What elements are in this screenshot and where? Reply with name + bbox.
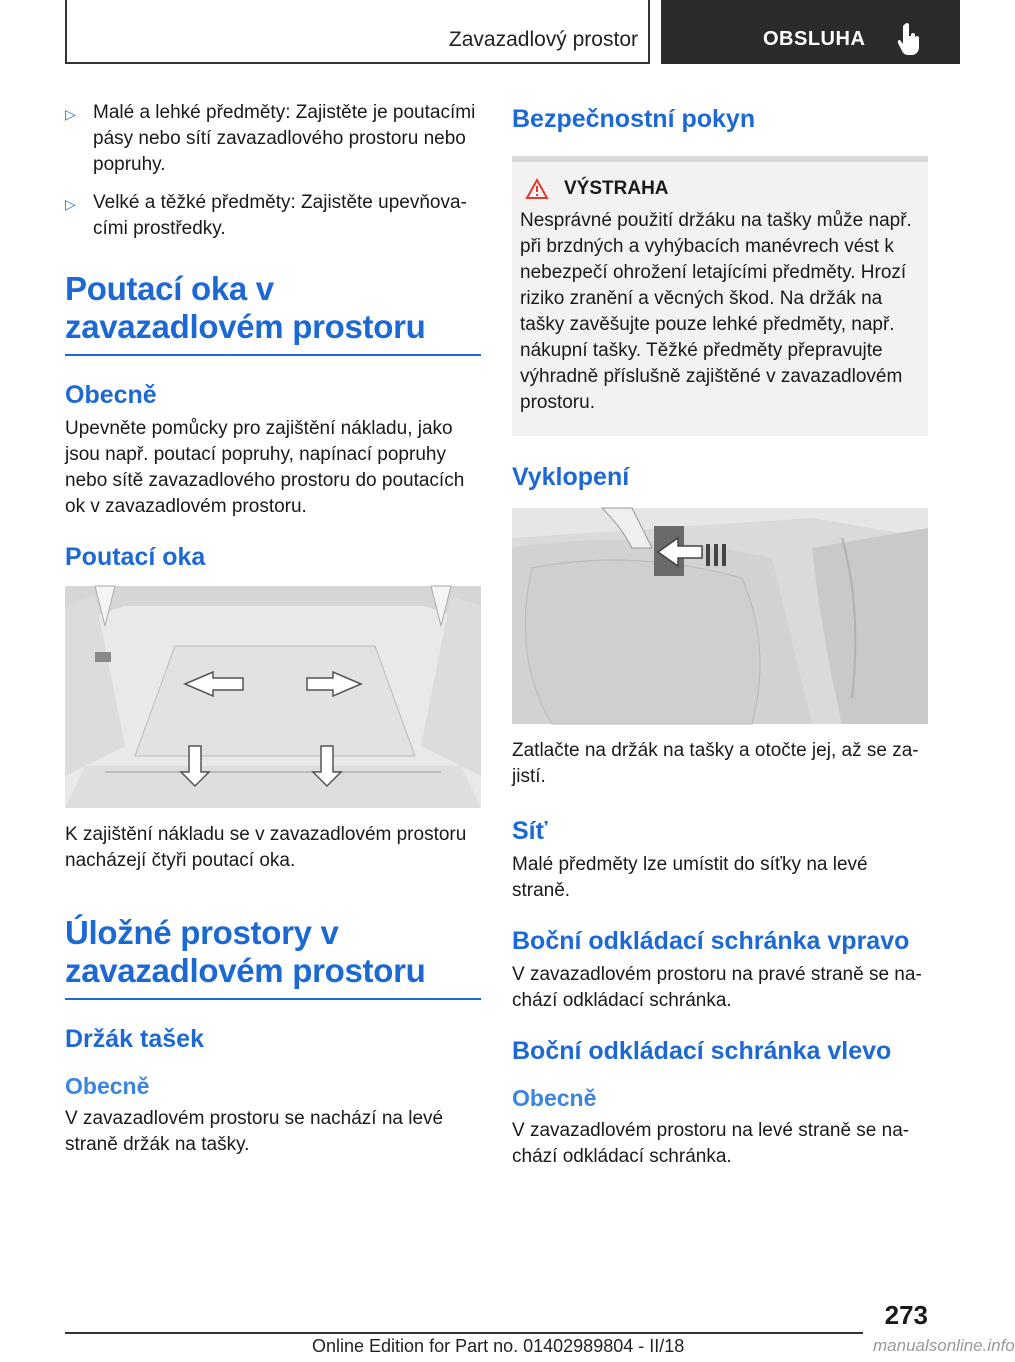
- heading-left-compartment: Boční odkládací schránka vlevo: [512, 1037, 892, 1065]
- heading-storage: Úložné prostory v zavazadlovém prostoru: [65, 914, 481, 1000]
- list-item: [65, 190, 481, 242]
- list-item: [65, 100, 481, 178]
- paragraph-left-compartment: V zavazadlovém prostoru na levé straně se na‐chází odkládací schránka.: [512, 1120, 910, 1167]
- paragraph-eyes: K zajištění nákladu se v zavazadlovém prostoru nacházejí čtyři poutací oka.: [65, 824, 467, 871]
- header-section-title: Zavazadlový prostor: [448, 28, 638, 51]
- page-number: 273: [884, 1300, 928, 1330]
- paragraph-general: Upevněte pomůcky pro zajištění nákladu, jako jsou např. poutací popruhy, napínací popruhy nebo sítě zavazadlového prostoru do poutacích ok v zavazadlovém prostoru.: [65, 418, 465, 517]
- heading-bag-holder: Držák tašek: [65, 1025, 204, 1053]
- right-column: [512, 100, 928, 1192]
- hand-pointer-icon: [897, 22, 921, 56]
- paragraph-right-compartment: V zavazadlovém prostoru na pravé straně se na‐chází odkládací schránka.: [512, 964, 922, 1011]
- heading-general: Obecně: [65, 1073, 150, 1099]
- warning-title-text: VÝSTRAHA: [564, 178, 669, 199]
- footer-edition: Online Edition for Part no. 01402989804 - II/18: [312, 1336, 685, 1356]
- heading-general: Obecně: [65, 381, 157, 409]
- paragraph-fold: Zatlačte na držák na tašky a otočte jej, až se za‐jistí.: [512, 740, 919, 787]
- paragraph-bag-holder: V zavazadlovém prostoru se nachází na levé straně držák na tašky.: [65, 1108, 444, 1155]
- heading-fold: Vyklopení: [512, 463, 630, 491]
- list-item-text: Malé a lehké předměty: Zajistěte je poutacími pásy nebo sítí zavazadlového prostoru nebo popruhy.: [93, 102, 476, 175]
- footer-rule: [65, 1332, 863, 1334]
- header-chapter-tab[interactable]: [661, 0, 960, 64]
- header-left-rule: [65, 0, 67, 64]
- header-separator: [648, 0, 650, 64]
- warning-triangle-icon: [526, 179, 548, 199]
- heading-eyes: Poutací oka: [65, 543, 206, 571]
- warning-title: [520, 178, 920, 200]
- list-item-text: Velké a těžké předměty: Zajistěte upevňova‐cími prostředky.: [93, 192, 467, 239]
- chapter-tab-label: OBSLUHA: [763, 28, 866, 50]
- bag-holder-illustration: [512, 508, 928, 724]
- heading-tie-down-eyes: Poutací oka v zavazadlovém prostoru: [65, 270, 481, 356]
- bag-holder-drawing: [512, 508, 928, 724]
- bullet-triangle-icon: ▷: [65, 196, 76, 212]
- heading-net: Síť: [512, 817, 548, 845]
- warning-text: Nesprávné použití držáku na tašky může např. při brzdných a vyhýbacích manévrech vést k nebezpečí ohrožení letajícími předměty. Hrozí riziko zranění a věcných škod. Na držák na tašky zavěšujte pouze lehké předměty, např. nákupní tašky. Těžké předměty přepravujte výhradně příslušně zajištěné v zavazadlovém prostoru.: [520, 210, 912, 413]
- paragraph-net: Malé předměty lze umístit do síťky na levé straně.: [512, 854, 868, 901]
- warning-box: [512, 162, 928, 436]
- heading-safety: Bezpečnostní pokyn: [512, 105, 756, 133]
- header-bottom-rule: [65, 62, 648, 64]
- heading-general: Obecně: [512, 1085, 597, 1111]
- trunk-illustration: [65, 586, 481, 808]
- heading-right-compartment: Boční odkládací schránka vpravo: [512, 927, 910, 955]
- left-column: [65, 100, 481, 1180]
- footer-logo: manualsonline.info: [873, 1336, 1015, 1355]
- bullet-triangle-icon: ▷: [65, 106, 76, 122]
- trunk-floor-drawing: [65, 586, 481, 808]
